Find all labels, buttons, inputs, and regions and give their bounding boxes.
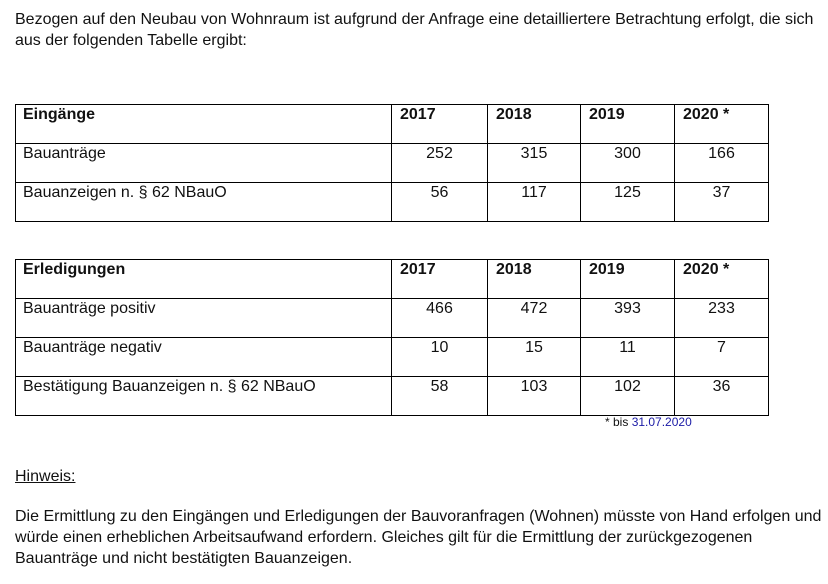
header-cell-2018: 2018 [488, 105, 581, 144]
table-row [16, 299, 769, 338]
cell-value: 233 [675, 299, 769, 338]
row-label: Bauanzeigen n. § 62 NBauO [16, 183, 392, 222]
cell-value: 15 [488, 338, 581, 377]
cell-value: 315 [488, 144, 581, 183]
header-cell-2017: 2017 [392, 260, 488, 299]
cell-value: 103 [488, 377, 581, 416]
footnote-prefix: * bis [605, 415, 629, 429]
table-row [16, 183, 769, 222]
footnote [605, 415, 692, 429]
row-label: Bestätigung Bauanzeigen n. § 62 NBauO [16, 377, 392, 416]
table-row [16, 144, 769, 183]
cell-value: 252 [392, 144, 488, 183]
row-label: Bauanträge negativ [16, 338, 392, 377]
cell-value: 166 [675, 144, 769, 183]
table-row [16, 377, 769, 416]
cell-value: 393 [581, 299, 675, 338]
cell-value: 7 [675, 338, 769, 377]
cell-value: 58 [392, 377, 488, 416]
table-header-row [16, 105, 769, 144]
row-label: Bauanträge positiv [16, 299, 392, 338]
header-cell-2018: 2018 [488, 260, 581, 299]
eingaenge-table [15, 104, 769, 222]
header-cell-label: Erledigungen [16, 260, 392, 299]
header-cell-2019: 2019 [581, 260, 675, 299]
footnote-date: 31.07.2020 [631, 415, 692, 429]
erledigungen-table [15, 259, 769, 416]
cell-value: 102 [581, 377, 675, 416]
header-cell-2020: 2020 * [675, 105, 769, 144]
cell-value: 472 [488, 299, 581, 338]
header-cell-2020: 2020 * [675, 260, 769, 299]
table-header-row [16, 260, 769, 299]
cell-value: 37 [675, 183, 769, 222]
hinweis-heading: Hinweis: [15, 468, 76, 485]
header-cell-2017: 2017 [392, 105, 488, 144]
cell-value: 36 [675, 377, 769, 416]
table-row [16, 338, 769, 377]
hinweis-paragraph: Die Ermittlung zu den Eingängen und Erledigungen der Bauvoranfragen (Wohnen) müsste von Hand erfolgen und würde einen erheblichen Arbeitsaufwand erfordern. Gleiches gilt für die Ermittlung der zurückgezogenen Bauanträge und nicht bestätigten Bauanzeigen. [15, 508, 822, 567]
header-cell-label: Eingänge [16, 105, 392, 144]
cell-value: 466 [392, 299, 488, 338]
intro-paragraph: Bezogen auf den Neubau von Wohnraum ist aufgrund der Anfrage eine detailliertere Betrachtung erfolgt, die sich aus der folgenden Tabelle ergibt: [15, 11, 814, 49]
cell-value: 56 [392, 183, 488, 222]
cell-value: 117 [488, 183, 581, 222]
header-cell-2019: 2019 [581, 105, 675, 144]
cell-value: 11 [581, 338, 675, 377]
cell-value: 300 [581, 144, 675, 183]
cell-value: 125 [581, 183, 675, 222]
row-label: Bauanträge [16, 144, 392, 183]
cell-value: 10 [392, 338, 488, 377]
